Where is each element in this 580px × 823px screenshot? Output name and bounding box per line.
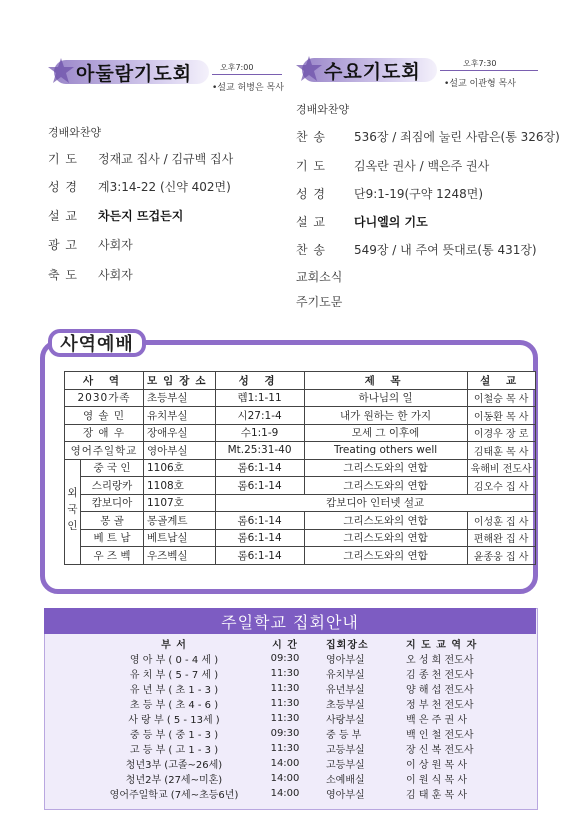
dept: 유 치 부 ( 5 - 7 세 ) — [129, 670, 219, 681]
header-time: 시 간 — [272, 640, 298, 651]
preacher: 육해비 전도사 — [467, 459, 535, 477]
sunday-school-row — [104, 756, 516, 771]
topic: 하나님의 일 — [304, 389, 467, 407]
place: 우즈벡실 — [144, 547, 216, 565]
right-item-value: 단9:1-19(구약 1248면) — [354, 187, 483, 201]
topic: 캄보디아 인터넷 설교 — [215, 494, 535, 512]
mission-row — [65, 494, 536, 512]
right-item — [296, 157, 490, 174]
ministry-name: 베 트 남 — [81, 529, 144, 547]
leader: 오 성 희 전도사 — [406, 655, 474, 666]
topic: 그리스도와의 연합 — [304, 547, 467, 565]
place: 유치부실 — [326, 670, 365, 681]
bible: 롬6:1-14 — [215, 459, 304, 477]
bible: Mt.25:31-40 — [215, 442, 304, 460]
bible: 시27:1-4 — [215, 407, 304, 425]
left-item — [48, 266, 133, 283]
left-service-time: 오후7:00 — [220, 63, 254, 72]
preacher: 이동환 목 사 — [467, 407, 535, 425]
sunday-school-row — [104, 681, 516, 696]
right-service-preacher: •설교 이관형 목사 — [444, 79, 516, 89]
sunday-school-row — [104, 771, 516, 786]
place: 몽골계트 — [144, 512, 216, 530]
place: 영아부실 — [326, 790, 365, 801]
foreigner-group-label: 외국인 — [65, 459, 81, 564]
topic: 그리스도와의 연합 — [304, 477, 467, 495]
bible: 롬6:1-14 — [215, 529, 304, 547]
bible: 수1:1-9 — [215, 424, 304, 442]
mission-row — [65, 477, 536, 495]
preacher: 이철승 목 사 — [467, 389, 535, 407]
place: 초등부실 — [144, 389, 216, 407]
left-item — [48, 150, 234, 167]
mission-row — [65, 389, 536, 407]
bible: 롬6:1-14 — [215, 477, 304, 495]
dept: 청년2부 (27세~미혼) — [125, 775, 223, 786]
right-service-header — [292, 54, 442, 86]
sunday-school-header-row — [104, 636, 516, 651]
sunday-school-row — [104, 696, 516, 711]
left-item-label: 기 도 — [48, 152, 78, 166]
right-item — [296, 241, 537, 258]
ministry-name: 중 국 인 — [81, 459, 144, 477]
topic: Treating others well — [304, 442, 467, 460]
preacher: 윤종웅 집 사 — [467, 547, 535, 565]
right-item — [296, 128, 560, 145]
leader: 백 은 주 권 사 — [406, 715, 468, 726]
mission-title: 사역예배 — [48, 329, 146, 357]
right-item-label: 찬 송 — [296, 243, 326, 257]
dept: 영 아 부 ( 0 - 4 세 ) — [129, 655, 219, 666]
leader: 이 원 식 목 사 — [406, 775, 468, 786]
left-item-label: 광 고 — [48, 238, 78, 252]
left-item-value: 사회자 — [98, 238, 133, 252]
ministry-name: 영어주일학교 — [65, 442, 144, 460]
place: 1107호 — [144, 494, 216, 512]
header-preacher: 설 교 — [467, 372, 535, 390]
bible: 롬6:1-14 — [215, 512, 304, 530]
dept: 중 등 부 ( 중 1 - 3 ) — [129, 730, 219, 741]
left-praise: 경배와찬양 — [48, 126, 102, 139]
left-service-preacher: •설교 허병은 목사 — [212, 83, 284, 93]
left-service-underline — [212, 74, 282, 75]
left-item — [48, 178, 231, 195]
time: 14:00 — [270, 758, 300, 769]
place: 고등부실 — [326, 760, 365, 771]
left-item-value: 차든지 뜨겁든지 — [98, 209, 184, 223]
star-icon — [294, 54, 324, 84]
time: 09:30 — [270, 653, 300, 664]
left-item-value: 정재교 집사 / 김규백 집사 — [98, 152, 234, 166]
header-bible: 성 경 — [215, 372, 304, 390]
right-service-time: 오후7:30 — [463, 59, 497, 68]
ministry-name: 장 애 우 — [65, 424, 144, 442]
sunday-school-row — [104, 651, 516, 666]
dept: 유 년 부 ( 초 1 - 3 ) — [129, 685, 219, 696]
preacher: 이성훈 집 사 — [467, 512, 535, 530]
left-service-header — [44, 56, 214, 88]
preacher: 김오수 집 사 — [467, 477, 535, 495]
dept: 영어주일학교 (7세~초등6년) — [109, 790, 239, 801]
time: 11:30 — [270, 713, 300, 724]
right-item-label: 찬 송 — [296, 130, 326, 144]
mission-header-row — [65, 372, 536, 390]
dept: 초 등 부 ( 초 4 - 6 ) — [129, 700, 219, 711]
mission-table — [64, 371, 536, 565]
place: 소예배실 — [326, 775, 365, 786]
ministry-name: 2030가족 — [65, 389, 144, 407]
right-item-label: 기 도 — [296, 159, 326, 173]
mission-row — [65, 459, 536, 477]
preacher: 편해완 집 사 — [467, 529, 535, 547]
place: 베트남실 — [144, 529, 216, 547]
star-icon — [46, 56, 76, 86]
sunday-school-row — [104, 666, 516, 681]
time: 14:00 — [270, 788, 300, 799]
topic: 그리스도와의 연합 — [304, 459, 467, 477]
time: 09:30 — [270, 728, 300, 739]
leader: 정 부 천 전도사 — [406, 700, 474, 711]
header-leader: 지 도 교 역 자 — [406, 640, 478, 651]
dept: 사 랑 부 ( 5 - 13세 ) — [128, 715, 220, 726]
right-extra-item: 주기도문 — [296, 295, 343, 309]
header-place: 모임장소 — [144, 372, 216, 390]
preacher: 김태훈 목 사 — [467, 442, 535, 460]
place: 유치부실 — [144, 407, 216, 425]
leader: 김 태 훈 목 사 — [406, 790, 468, 801]
right-item-value: 536장 / 죄짐에 눌린 사람은(통 326장) — [354, 130, 560, 144]
left-item-label: 설 교 — [48, 209, 78, 223]
bible: 렘1:1-11 — [215, 389, 304, 407]
right-item-label: 설 교 — [296, 215, 326, 229]
sunday-school-table — [104, 636, 516, 801]
header-ministry: 사 역 — [65, 372, 144, 390]
leader: 김 종 천 전도사 — [406, 670, 474, 681]
mission-row — [65, 442, 536, 460]
leader: 장 신 복 전도사 — [406, 745, 474, 756]
place: 영아부실 — [326, 655, 365, 666]
left-item — [48, 236, 133, 253]
topic: 그리스도와의 연합 — [304, 529, 467, 547]
mission-row — [65, 407, 536, 425]
right-service-underline — [440, 70, 538, 71]
place: 1106호 — [144, 459, 216, 477]
mission-row — [65, 424, 536, 442]
right-item-value: 549장 / 내 주여 뜻대로(통 431장) — [354, 243, 537, 257]
mission-row — [65, 512, 536, 530]
place: 초등부실 — [326, 700, 365, 711]
time: 11:30 — [270, 743, 300, 754]
leader: 백 인 철 전도사 — [406, 730, 474, 741]
sunday-school-row — [104, 786, 516, 801]
header-dept: 부 서 — [161, 640, 187, 651]
right-service-title: 수요기도회 — [324, 60, 421, 83]
sunday-school-title: 주일학교 집회안내 — [44, 608, 536, 634]
sunday-school-row — [104, 741, 516, 756]
right-item — [296, 213, 428, 230]
time: 11:30 — [270, 698, 300, 709]
bible: 롬6:1-14 — [215, 547, 304, 565]
right-praise: 경배와찬양 — [296, 103, 350, 116]
preacher: 이경우 장 로 — [467, 424, 535, 442]
left-item-value: 계3:14-22 (신약 402면) — [98, 180, 231, 194]
place: 사랑부실 — [326, 715, 365, 726]
mission-row — [65, 547, 536, 565]
place: 고등부실 — [326, 745, 365, 756]
ministry-name: 우 즈 벡 — [81, 547, 144, 565]
left-item — [48, 207, 184, 224]
left-item-value: 사회자 — [98, 268, 133, 282]
right-item — [296, 185, 483, 202]
topic: 모세 그 이후에 — [304, 424, 467, 442]
left-service-title: 아둘람기도회 — [76, 62, 193, 85]
ministry-name: 몽 골 — [81, 512, 144, 530]
right-item-label: 성 경 — [296, 187, 326, 201]
header-topic: 제 목 — [304, 372, 467, 390]
place: 영아부실 — [144, 442, 216, 460]
topic: 내가 원하는 한 가지 — [304, 407, 467, 425]
ministry-name: 스리랑카 — [81, 477, 144, 495]
place: 1108호 — [144, 477, 216, 495]
time: 11:30 — [270, 668, 300, 679]
right-item-value: 김옥란 권사 / 백은주 권사 — [354, 159, 490, 173]
left-item-label: 축 도 — [48, 268, 78, 282]
leader: 이 상 원 목 사 — [406, 760, 468, 771]
topic: 그리스도와의 연합 — [304, 512, 467, 530]
mission-row — [65, 529, 536, 547]
time: 14:00 — [270, 773, 300, 784]
ministry-name: 영 솔 민 — [65, 407, 144, 425]
dept: 청년3부 (고졸~26세) — [125, 760, 223, 771]
place: 유년부실 — [326, 685, 365, 696]
time: 11:30 — [270, 683, 300, 694]
right-item-value: 다니엘의 기도 — [354, 215, 428, 229]
dept: 고 등 부 ( 고 1 - 3 ) — [129, 745, 219, 756]
right-extra-item: 교회소식 — [296, 270, 343, 284]
header-place: 집회장소 — [326, 640, 369, 651]
place: 중 등 부 — [326, 730, 362, 741]
sunday-school-row — [104, 711, 516, 726]
place: 장애우실 — [144, 424, 216, 442]
leader: 양 해 섭 전도사 — [406, 685, 474, 696]
sunday-school-row — [104, 726, 516, 741]
left-item-label: 성 경 — [48, 180, 78, 194]
ministry-name: 캄보디아 — [81, 494, 144, 512]
